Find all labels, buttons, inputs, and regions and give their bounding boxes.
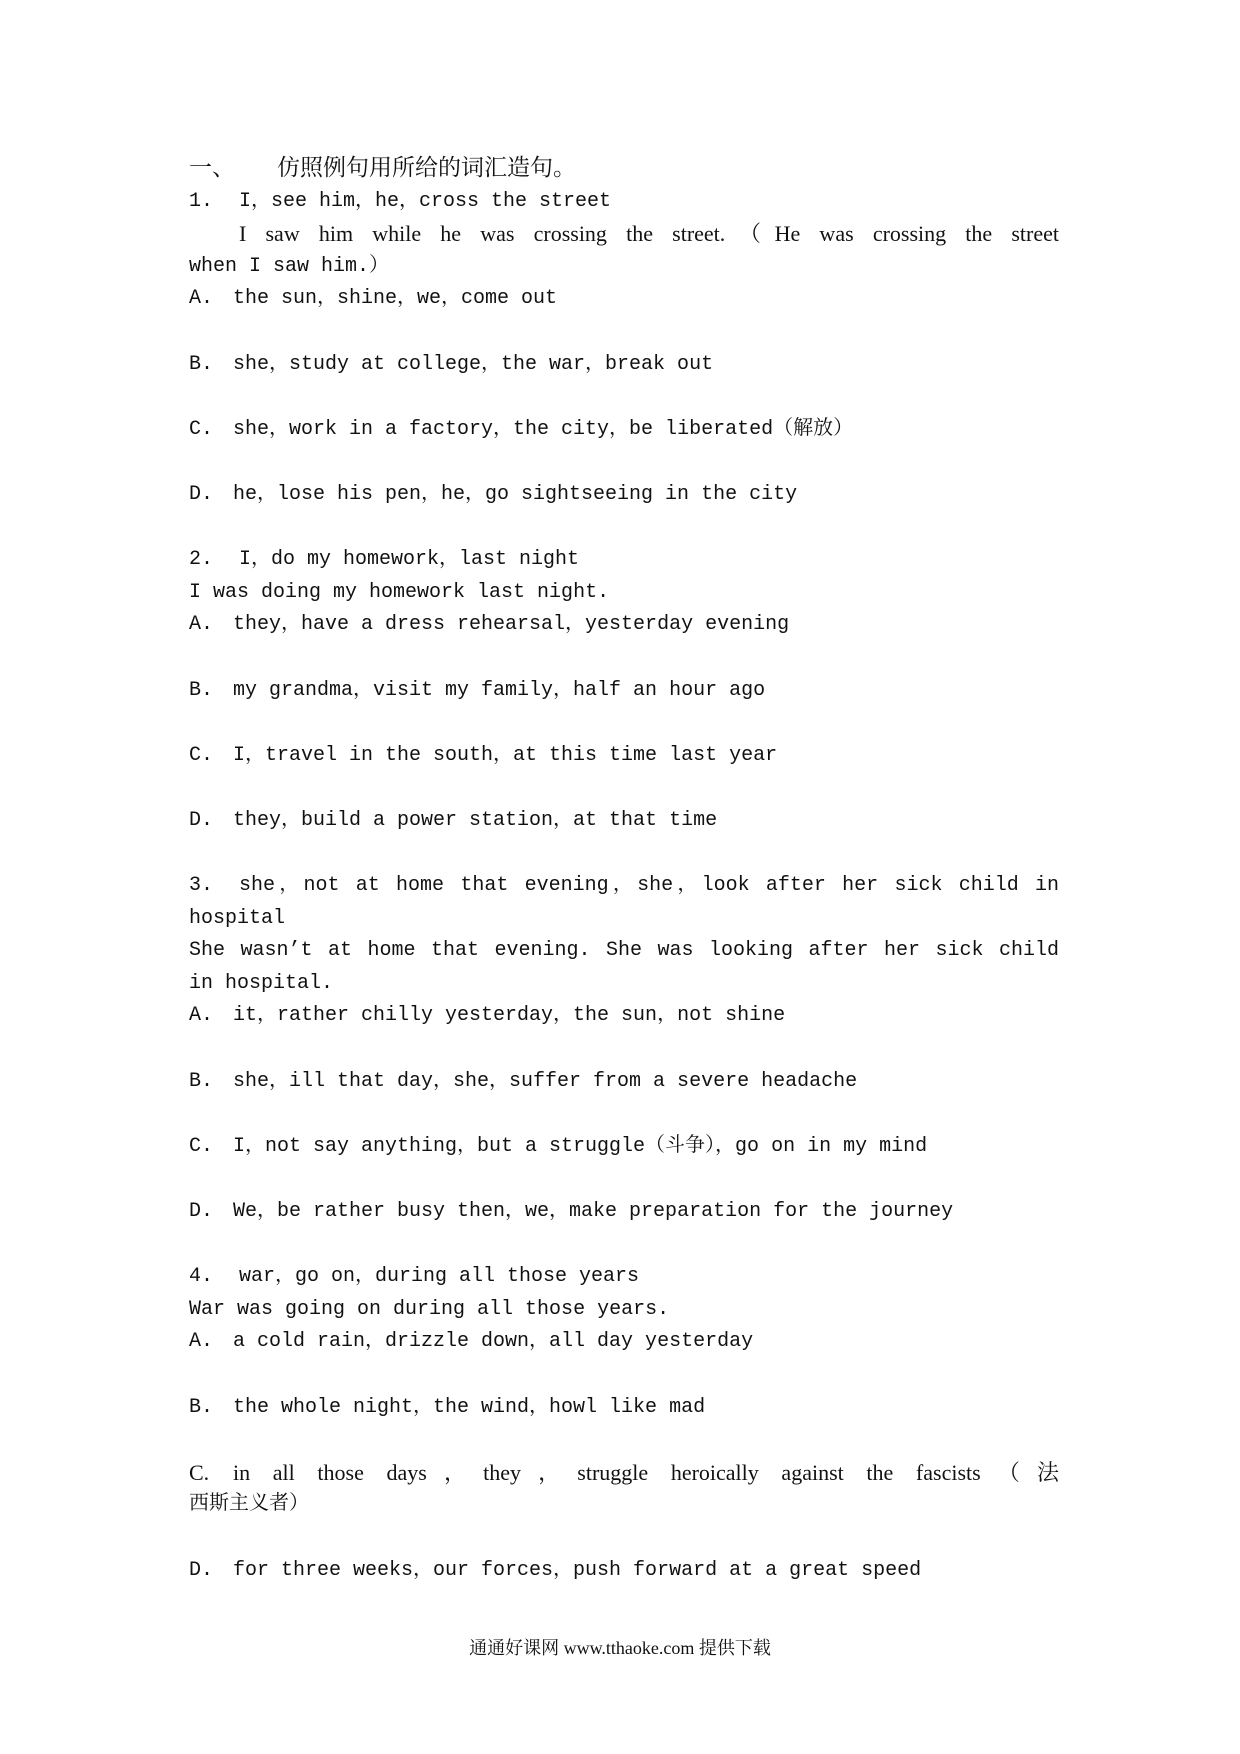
section-number: 一、 [189, 156, 235, 182]
option-label: C. [189, 1134, 214, 1158]
question-2-option-c [189, 740, 1059, 773]
option-label: B. [189, 1395, 214, 1419]
option-label: A. [189, 287, 214, 311]
question-4-option-c-continuation: 西斯主义者） [189, 1493, 309, 1517]
question-3-option-d [189, 1196, 1059, 1229]
question-prompt-text: she，not at home that evening，she，look after her sick child in [239, 874, 1059, 898]
option-text: I，not say anything，but a struggle（斗争），go on in my mind [233, 1134, 928, 1158]
question-1-option-c [189, 414, 1059, 447]
option-text: We，be rather busy then，we，make preparation for the journey [233, 1200, 954, 1223]
question-3-option-b [189, 1066, 1059, 1099]
option-label: B. [189, 678, 214, 702]
question-1-example-line: I saw him while he was crossing the street.（He was crossing the street [239, 221, 1059, 247]
option-text: the whole night，the wind，howl like mad [233, 1395, 706, 1419]
question-3-prompt-continuation: hospital [189, 906, 286, 930]
question-number: 2. [189, 548, 214, 572]
question-4-option-b [189, 1392, 1059, 1425]
question-2-prompt [189, 544, 1059, 577]
option-label: D. [189, 482, 214, 506]
option-text: she，work in a factory，the city，be liberated（解放） [233, 417, 854, 441]
question-prompt-text: I，see him，he，cross the street [239, 189, 612, 213]
option-text: for three weeks，our forces，push forward at a great speed [233, 1558, 922, 1582]
option-text: it，rather chilly yesterday，the sun，not shine [233, 1004, 786, 1028]
question-4-option-d [189, 1555, 1059, 1588]
question-2-option-b [189, 675, 1059, 708]
question-number: 3. [189, 874, 214, 898]
option-text: he，lose his pen，he，go sightseeing in the city [233, 482, 798, 506]
question-3-option-c [189, 1131, 1059, 1164]
option-label: B. [189, 352, 214, 376]
question-4-option-a [189, 1326, 1059, 1359]
question-1-example-line: when I saw him.） [189, 254, 390, 278]
question-2-example-line: I was doing my homework last night. [189, 580, 610, 604]
question-4-prompt [189, 1261, 1059, 1294]
question-number: 1. [189, 189, 214, 213]
question-prompt-text: I，do my homework，last night [239, 548, 580, 572]
question-1-option-b [189, 349, 1059, 382]
option-label: C. [189, 743, 214, 767]
page-footer: 通通好课网 www.tthaoke.com 提供下载 [469, 1638, 771, 1658]
option-text: they，have a dress rehearsal，yesterday evening [233, 613, 790, 637]
option-label: D. [189, 808, 214, 832]
question-1-option-d [189, 479, 1059, 512]
option-label: D. [189, 1558, 214, 1582]
option-label: C. [189, 417, 214, 441]
option-label: A. [189, 613, 214, 637]
question-1-option-a [189, 283, 1059, 316]
option-label: D. [189, 1200, 214, 1223]
option-text: in all those days，they，struggle heroically against the fascists（法 [233, 1459, 1059, 1485]
question-3-example-line: She wasn’t at home that evening. She was looking after her sick child [189, 939, 1059, 963]
section-instruction: 仿照例句用所给的词汇造句。 [277, 156, 576, 182]
question-4-example-line: War was going on during all those years. [189, 1297, 670, 1321]
question-prompt-text: war，go on，during all those years [239, 1265, 640, 1289]
option-label: A. [189, 1330, 214, 1354]
option-text: a cold rain，drizzle down，all day yesterday [233, 1330, 754, 1354]
question-1-prompt [189, 186, 1059, 219]
option-text: I，travel in the south，at this time last year [233, 743, 778, 767]
section-heading [189, 153, 1059, 186]
question-3-option-a [189, 1000, 1059, 1033]
question-number: 4. [189, 1265, 214, 1289]
question-3-prompt [189, 870, 1059, 903]
option-text: the sun，shine，we，come out [233, 287, 558, 311]
option-text: they，build a power station，at that time [233, 808, 718, 832]
option-label: B. [189, 1069, 214, 1093]
option-label: A. [189, 1004, 214, 1028]
option-text: my grandma，visit my family，half an hour ago [233, 678, 766, 702]
question-2-option-d [189, 805, 1059, 838]
option-text: she，ill that day，she，suffer from a severe headache [233, 1069, 858, 1093]
option-text: she，study at college，the war，break out [233, 352, 714, 376]
question-2-option-a [189, 609, 1059, 642]
question-4-option-c [189, 1457, 1059, 1490]
question-3-example-line: in hospital. [189, 971, 334, 995]
option-label: C. [189, 1459, 210, 1485]
exercise-content [189, 153, 1059, 1587]
